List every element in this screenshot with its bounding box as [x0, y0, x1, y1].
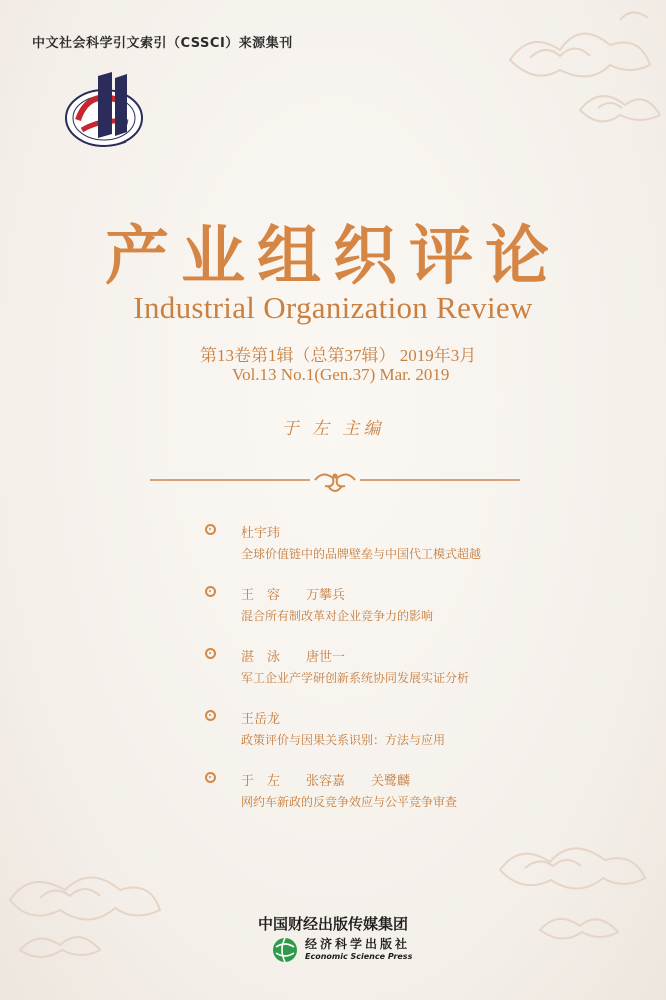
toc-article-title: 政策评价与因果关系识别：方法与应用	[241, 733, 446, 747]
toc-entry	[205, 646, 625, 708]
press-globe-logo-icon	[272, 937, 298, 963]
table-of-contents	[205, 522, 625, 832]
toc-article-title: 军工企业产学研创新系统协同发展实证分析	[241, 671, 470, 685]
journal-title-english: Industrial Organization Review	[133, 290, 533, 325]
circle-bullet-icon	[205, 524, 216, 535]
circle-bullet-icon	[205, 648, 216, 659]
press-name-chinese: 经济科学出版社	[305, 937, 411, 951]
press-name-english: Economic Science Press	[305, 952, 413, 961]
toc-article-title: 混合所有制改革对企业竞争力的影响	[241, 609, 434, 623]
toc-authors: 王 容 万攀兵	[241, 588, 346, 603]
toc-entry	[205, 708, 625, 770]
journal-title-chinese: 产业组织评论	[105, 219, 561, 294]
issue-info-chinese: 第13卷第1辑（总第37辑） 2019年3月	[200, 346, 477, 365]
toc-entry	[205, 522, 625, 584]
cloud-ornament-bottom-left	[0, 820, 220, 1000]
circle-bullet-icon	[205, 586, 216, 597]
issue-info-english: Vol.13 No.1(Gen.37) Mar. 2019	[232, 365, 450, 384]
toc-article-title: 网约车新政的反竞争效应与公平竞争审查	[241, 795, 458, 809]
toc-article-title: 全球价值链中的品牌壁垒与中国代工模式超越	[241, 547, 482, 561]
circle-bullet-icon	[205, 772, 216, 783]
chief-editor: 于 左 主编	[281, 419, 385, 439]
publisher-group-name: 中国财经出版传媒集团	[257, 915, 408, 933]
institute-logo	[62, 72, 152, 150]
cloud-ornament-top-right	[470, 0, 666, 170]
cssci-index-line: 中文社会科学引文索引（CSSCI）来源集刊	[32, 36, 293, 51]
toc-authors: 于 左 张容嘉 关鹭麟	[241, 774, 411, 789]
toc-entry	[205, 770, 625, 832]
circle-bullet-icon	[205, 710, 216, 721]
ornamental-divider	[150, 470, 520, 500]
press-imprint	[272, 935, 462, 971]
toc-authors: 杜宇玮	[241, 526, 281, 541]
toc-authors: 王岳龙	[241, 712, 281, 727]
toc-authors: 湛 泳 唐世一	[241, 650, 346, 665]
toc-entry	[205, 584, 625, 646]
